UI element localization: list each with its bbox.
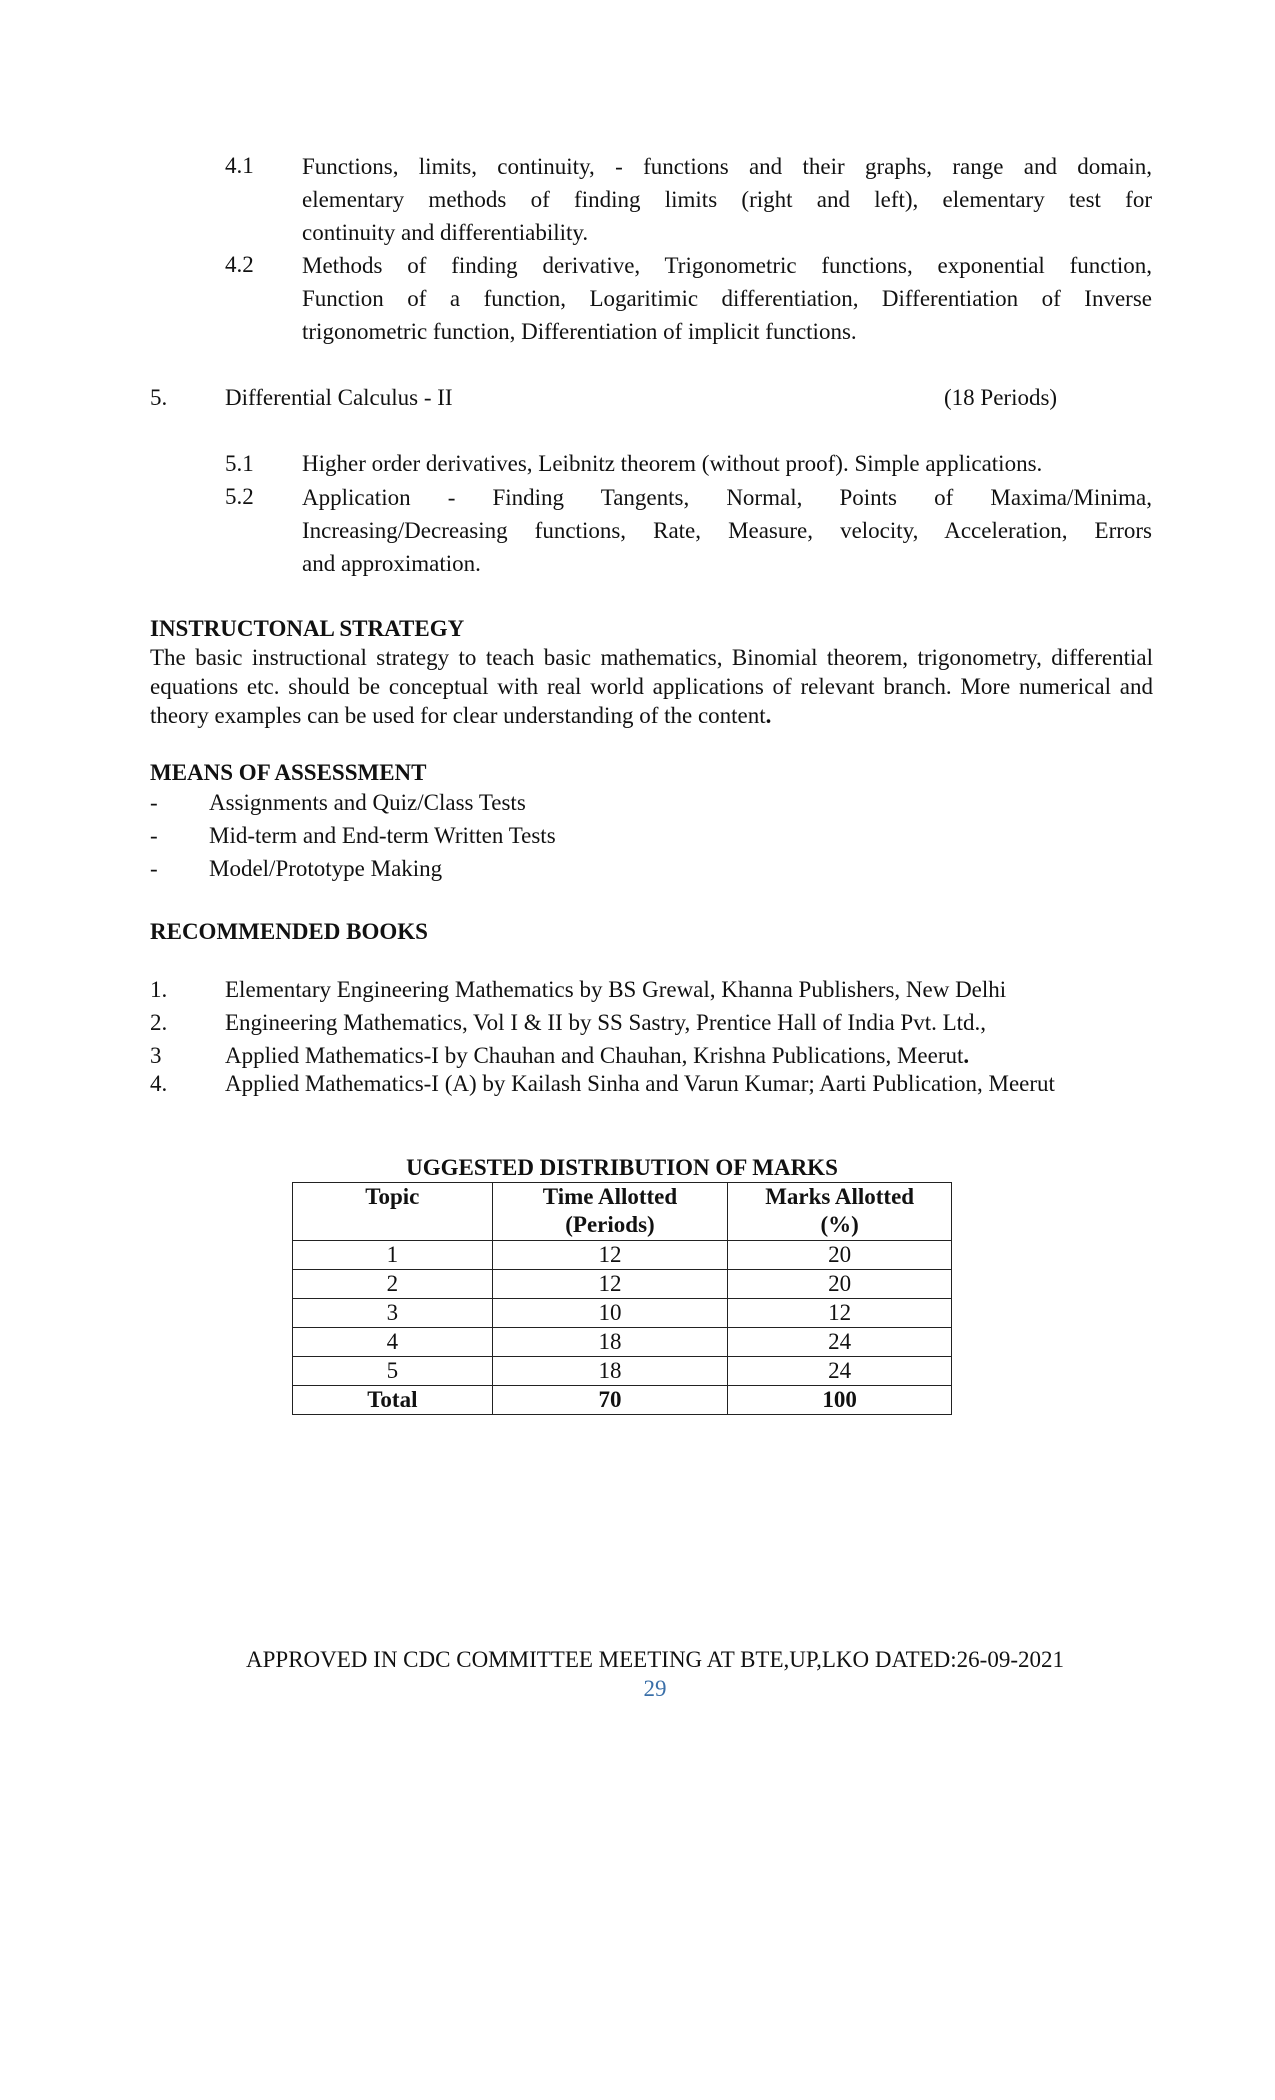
marks-distribution-table <box>292 1182 952 1415</box>
table-row <box>293 1299 952 1328</box>
item-4-1-text: Functions, limits, continuity, - functions and their graphs, range and domain, elementary methods of finding limits (right and left), elementary test for continuity and differentiability. <box>302 154 1152 245</box>
cell-total-periods: 70 <box>492 1386 728 1415</box>
cell-topic: 4 <box>293 1328 493 1357</box>
topic-title: Differential Calculus - II <box>225 385 453 410</box>
cell-total-label: Total <box>293 1386 493 1415</box>
list-bullet: - <box>150 790 158 815</box>
cell-marks: 20 <box>728 1241 952 1270</box>
table-row <box>293 1241 952 1270</box>
item-number: 4.1 <box>225 153 254 178</box>
table-total-row <box>293 1386 952 1415</box>
cell-marks: 24 <box>728 1328 952 1357</box>
header-topic: Topic <box>293 1183 493 1241</box>
book-entry: Elementary Engineering Mathematics by BS Grewal, Khanna Publishers, New Delhi <box>225 977 1007 1002</box>
book-number: 2. <box>150 1010 168 1035</box>
cell-topic: 5 <box>293 1357 493 1386</box>
page-number: 29 <box>643 1676 667 1701</box>
topic-number: 5. <box>150 385 168 410</box>
book-entry: Applied Mathematics-I by Chauhan and Chauhan, Krishna Publications, Meerut. <box>225 1043 970 1068</box>
cell-periods: 18 <box>492 1357 728 1386</box>
item-number: 4.2 <box>225 252 254 277</box>
book-number: 4. <box>150 1071 168 1096</box>
book-number: 1. <box>150 977 168 1002</box>
assessment-heading: MEANS OF ASSESSMENT <box>150 760 427 785</box>
table-row <box>293 1328 952 1357</box>
list-bullet: - <box>150 823 158 848</box>
item-4-2-text: Methods of finding derivative, Trigonometric functions, exponential function, Function of a function, Logaritimic differentiation, Differentiation of Inverse trigonometric function, Differentiation of implicit functions. <box>302 253 1152 344</box>
cell-topic: 2 <box>293 1270 493 1299</box>
book-entry: Engineering Mathematics, Vol I & II by SS Sastry, Prentice Hall of India Pvt. Ltd., <box>225 1010 987 1035</box>
cell-periods: 10 <box>492 1299 728 1328</box>
list-item: Mid-term and End-term Written Tests <box>209 823 556 848</box>
table-row <box>293 1270 952 1299</box>
cell-periods: 12 <box>492 1270 728 1299</box>
list-item: Assignments and Quiz/Class Tests <box>209 790 526 815</box>
cell-total-marks: 100 <box>728 1386 952 1415</box>
cell-topic: 1 <box>293 1241 493 1270</box>
book-number: 3 <box>150 1043 162 1068</box>
cell-marks: 24 <box>728 1357 952 1386</box>
item-5-1-text: Higher order derivatives, Leibnitz theorem (without proof). Simple applications. <box>302 451 1043 476</box>
marks-table-title: UGGESTED DISTRIBUTION OF MARKS <box>406 1155 838 1180</box>
table-row <box>293 1357 952 1386</box>
cell-topic: 3 <box>293 1299 493 1328</box>
cell-marks: 12 <box>728 1299 952 1328</box>
list-bullet: - <box>150 856 158 881</box>
strategy-paragraph: The basic instructional strategy to teach basic mathematics, Binomial theorem, trigonometry, differential equations etc. should be conceptual with real world applications of relevant branch. More numerical and theory examples can be used for clear understanding of the content. <box>150 645 1153 728</box>
item-number: 5.2 <box>225 484 254 509</box>
table-header-row <box>293 1183 952 1241</box>
strategy-heading: INSTRUCTONAL STRATEGY <box>150 616 465 641</box>
cell-marks: 20 <box>728 1270 952 1299</box>
cell-periods: 18 <box>492 1328 728 1357</box>
book-entry: Applied Mathematics-I (A) by Kailash Sinha and Varun Kumar; Aarti Publication, Meerut <box>225 1071 1055 1096</box>
cell-periods: 12 <box>492 1241 728 1270</box>
topic-periods: (18 Periods) <box>944 385 1058 410</box>
header-time-allotted: Time Allotted (Periods) <box>492 1183 728 1241</box>
item-5-2-text: Application - Finding Tangents, Normal, Points of Maxima/Minima, Increasing/Decreasing functions, Rate, Measure, velocity, Acceleration, Errors and approximation. <box>302 485 1152 576</box>
list-item: Model/Prototype Making <box>209 856 443 881</box>
approval-footer: APPROVED IN CDC COMMITTEE MEETING AT BTE,UP,LKO DATED:26-09-2021 <box>246 1647 1064 1672</box>
item-number: 5.1 <box>225 451 254 476</box>
books-heading: RECOMMENDED BOOKS <box>150 919 428 944</box>
header-marks-allotted: Marks Allotted (%) <box>728 1183 952 1241</box>
